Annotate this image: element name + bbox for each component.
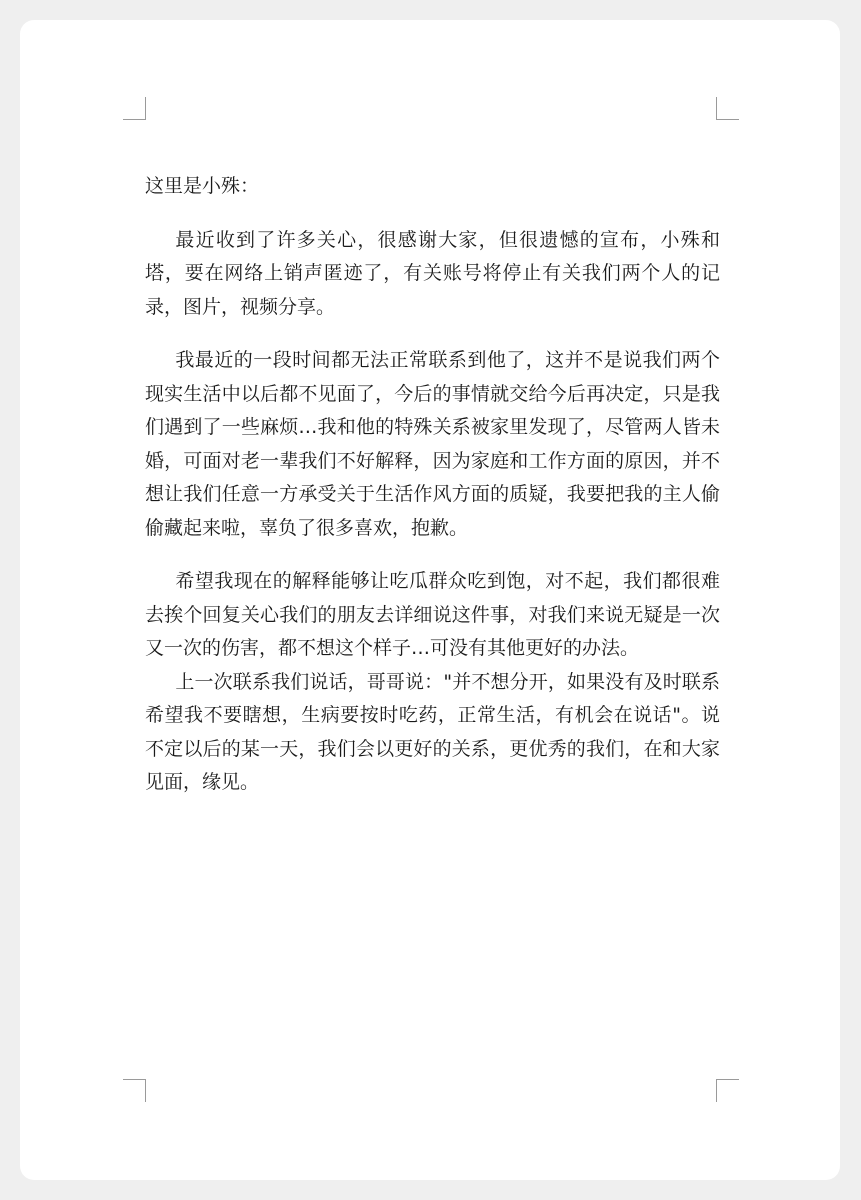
- document-body: [145, 170, 720, 800]
- paragraph-3: 希望我现在的解释能够让吃瓜群众吃到饱，对不起，我们都很难去挨个回复关心我们的朋友去详细说这件事，对我们来说无疑是一次又一次的伤害，都不想这个样子…可没有其他更好的办法。: [145, 570, 720, 659]
- crop-mark-top-left: [123, 97, 146, 120]
- crop-mark-bottom-right: [716, 1079, 739, 1102]
- paragraph-2: 我最近的一段时间都无法正常联系到他了，这并不是说我们两个现实生活中以后都不见面了，今后的事情就交给今后再决定，只是我们遇到了一些麻烦…我和他的特殊关系被家里发现了，尽管两人皆未婚，可面对老一辈我们不好解释，因为家庭和工作方面的原因，并不想让我们任意一方承受关于生活作风方面的质疑，我要把我的主人偷偷藏起来啦，辜负了很多喜欢，抱歉。: [145, 349, 720, 539]
- paragraph-1: 最近收到了许多关心，很感谢大家，但很遗憾的宣布，小殊和塔，要在网络上销声匿迹了，有关账号将停止有关我们两个人的记录，图片，视频分享。: [145, 228, 720, 318]
- greeting-line: 这里是小殊：: [145, 175, 260, 197]
- paragraph-4: 上一次联系我们说话，哥哥说："并不想分开，如果没有及时联系希望我不要瞎想，生病要按时吃药，正常生活，有机会在说话"。说不定以后的某一天，我们会以更好的关系，更优秀的我们，在和大家见面，缘见。: [145, 670, 720, 793]
- document-page: [20, 20, 840, 1180]
- crop-mark-bottom-left: [123, 1079, 146, 1102]
- crop-mark-top-right: [716, 97, 739, 120]
